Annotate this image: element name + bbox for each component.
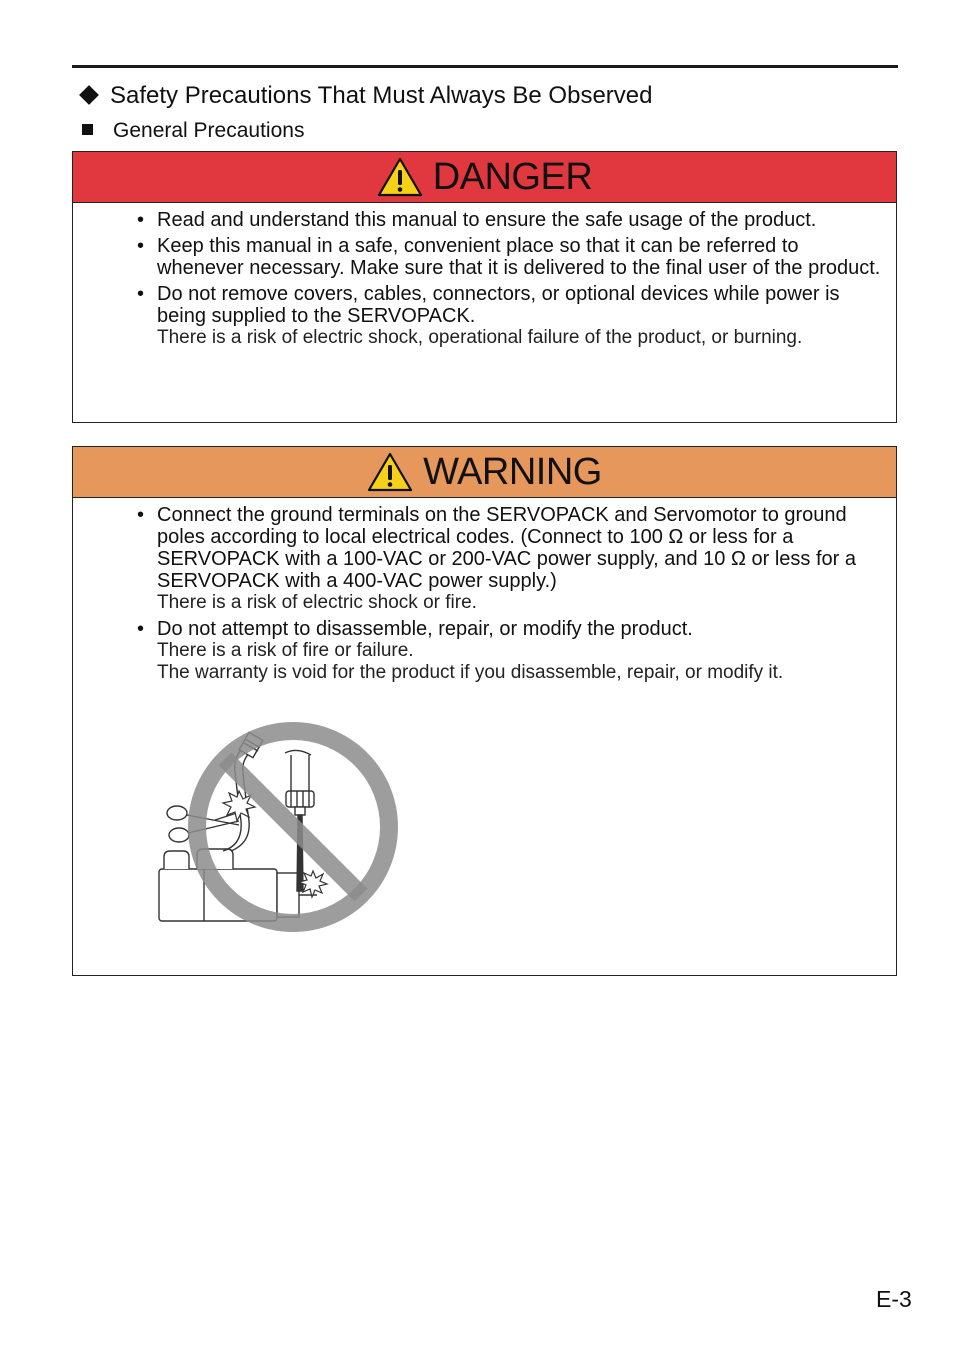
top-rule [72,65,898,68]
bullet-icon: • [137,283,145,305]
danger-panel [72,151,897,423]
page-number: E-3 [876,1286,912,1312]
diamond-bullet-icon [79,85,99,105]
danger-list [137,209,886,349]
warning-list [137,504,886,684]
item-text: Connect the ground terminals on the SERVOPACK and Servomotor to ground poles according to local electrical codes. (Connect to 100 Ω or less for a SERVOPACK with a 100-VAC or 200-VAC power supply, and 10 Ω or less for a SERVOPACK with a 400-VAC power supply.) [157,504,856,592]
warning-triangle-icon [367,452,413,492]
item-note: There is a risk of fire or failure. [157,640,414,661]
list-item [137,618,886,684]
danger-body [73,203,896,349]
list-item [137,209,886,231]
bullet-icon: • [137,504,145,526]
sub-heading [80,118,304,144]
item-note: There is a risk of electric shock, operational failure of the product, or burning. [157,327,803,348]
list-item [137,283,886,349]
item-text: Keep this manual in a safe, convenient place so that it can be referred to whenever necessary. Make sure that it is delivered to the final user of the product. [157,235,881,279]
danger-title: DANGER [432,155,593,198]
item-note: The warranty is void for the product if you disassemble, repair, or modify it. [157,662,784,683]
warning-panel [72,446,897,976]
square-bullet-icon [82,124,93,135]
warning-triangle-icon [377,157,423,197]
section-heading-text: Safety Precautions That Must Always Be Observed [110,82,653,109]
list-item [137,504,886,614]
item-text: Do not remove covers, cables, connectors, or optional devices while power is being supplied to the SERVOPACK. [157,283,840,327]
list-item [137,235,886,279]
danger-header [73,152,896,203]
no-disassembly-prohibition-icon [157,721,402,939]
warning-body [73,498,896,684]
bullet-icon: • [137,209,145,231]
item-text: Read and understand this manual to ensure the safe usage of the product. [157,209,817,231]
bullet-icon: • [137,235,145,257]
sub-heading-text: General Precautions [113,119,305,142]
bullet-icon: • [137,618,145,640]
item-text: Do not attempt to disassemble, repair, or modify the product. [157,618,693,640]
warning-title: WARNING [423,450,602,493]
section-heading [78,81,652,111]
warning-header [73,447,896,498]
item-note: There is a risk of electric shock or fire. [157,592,477,613]
